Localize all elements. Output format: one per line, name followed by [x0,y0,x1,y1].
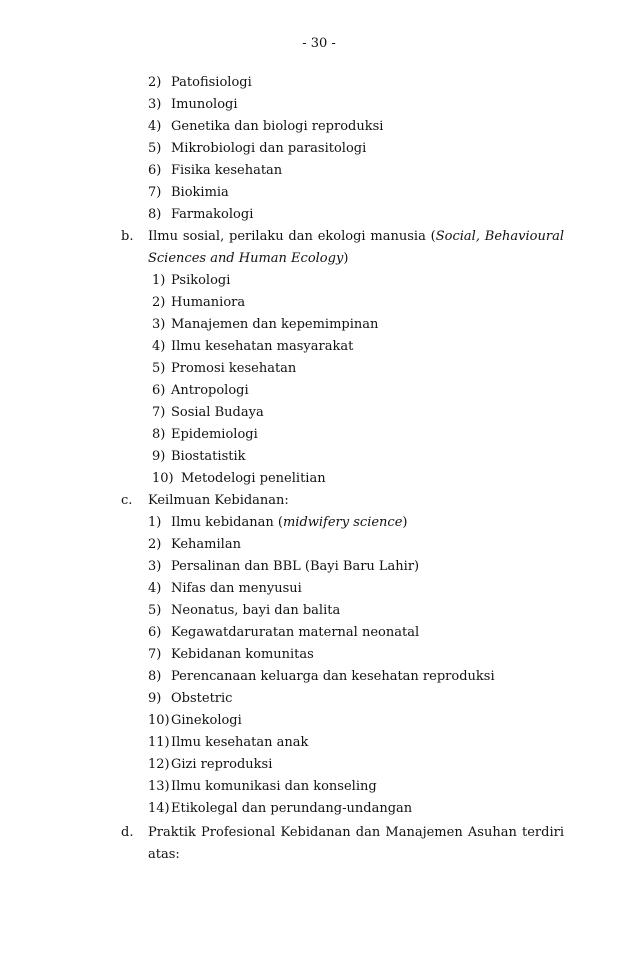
list-item-text-post: ) [402,515,408,530]
list-item-text: Imunologi [171,97,238,112]
list-item-text: Perencanaan keluarga dan kesehatan reproduksi [171,669,495,684]
list-item-number: 2) [152,295,166,310]
list-item-text: Kegawatdaruratan maternal neonatal [171,625,420,640]
list-item-number: 1) [148,515,162,530]
list-item-text: Gizi reproduksi [171,757,273,772]
list-item-number: 9) [148,691,162,706]
list-item-number: 6) [148,163,162,178]
page-number: - 30 - [302,36,336,51]
list-item-text: Nifas dan menyusui [171,581,302,596]
list-item-text: Biokimia [171,185,229,200]
list-item-number: 3) [148,97,162,112]
section-b-heading-close: ) [343,251,349,266]
section-b-heading-line1 [148,226,564,248]
list-item-number: 4) [148,119,162,134]
list-item-number: 11) [148,735,170,750]
list-item-text: Biostatistik [171,449,246,464]
list-item-text: Kehamilan [171,537,241,552]
list-item-number: 14) [148,801,170,816]
list-item-number: 5) [148,603,162,618]
list-item-number: 3) [148,559,162,574]
list-item-number: 8) [148,669,162,684]
list-item-number: 4) [152,339,166,354]
list-item-number: 2) [148,537,162,552]
list-item-number: 9) [152,449,166,464]
section-b-heading-italic-cont: Sciences and Human Ecology [148,251,344,266]
list-item-text-pre: Ilmu kebidanan ( [171,515,283,530]
list-item-number: 5) [148,141,162,156]
list-item-text: Etikolegal dan perundang-undangan [171,801,413,816]
list-item-number: 4) [148,581,162,596]
list-item-text: Kebidanan komunitas [171,647,314,662]
list-item-number: 5) [152,361,166,376]
list-item-number: 6) [152,383,166,398]
list-item-text: Psikologi [171,273,231,288]
list-item-text: Antropologi [171,383,249,398]
list-item-text [171,513,407,533]
list-item-text: Farmakologi [171,207,254,222]
list-item-number: 13) [148,779,170,794]
list-item-number: 7) [148,647,162,662]
list-item-text: Ginekologi [171,713,242,728]
list-item-number: 7) [148,185,162,200]
list-item-text: Ilmu komunikasi dan konseling [171,779,377,794]
list-item-text: Mikrobiologi dan parasitologi [171,141,367,156]
list-item-number: 12) [148,757,170,772]
list-item-text: Humaniora [171,295,246,310]
list-item-text: Obstetric [171,691,233,706]
list-item-text: Patofisiologi [171,75,252,90]
list-item-text: Ilmu kesehatan anak [171,735,309,750]
section-b-heading-text: Ilmu sosial, perilaku dan ekologi manusia ( [148,229,436,244]
list-item-number: 10) [152,471,174,486]
section-c-title: Keilmuan Kebidanan: [148,493,289,508]
list-item-number: 10) [148,713,170,728]
section-d-letter: d. [121,825,134,840]
list-item-text: Metodelogi penelitian [181,471,326,486]
list-item-text: Genetika dan biologi reproduksi [171,119,384,134]
section-b-letter: b. [121,229,134,244]
list-item-text: Fisika kesehatan [171,163,283,178]
list-item-number: 3) [152,317,166,332]
list-item-number: 6) [148,625,162,640]
section-c-letter: c. [121,493,133,508]
section-d-heading-line1: Praktik Profesional Kebidanan dan Manajemen Asuhan terdiri [148,825,564,840]
section-b-heading-line2 [148,248,348,270]
list-item-text: Promosi kesehatan [171,361,297,376]
list-item-text: Ilmu kesehatan masyarakat [171,339,354,354]
list-item-number: 8) [152,427,166,442]
list-item-number: 8) [148,207,162,222]
list-item-text: Persalinan dan BBL (Bayi Baru Lahir) [171,559,420,574]
section-b-heading-italic: Social, Behavioural [435,229,564,244]
list-item-number: 2) [148,75,162,90]
list-item-number: 7) [152,405,166,420]
list-item-number: 1) [152,273,166,288]
list-item-text: Manajemen dan kepemimpinan [171,317,379,332]
section-d-heading-line2: atas: [148,847,180,862]
list-item-text: Sosial Budaya [171,405,264,420]
list-item-text-italic: midwifery science [282,515,403,530]
list-item-text: Epidemiologi [171,427,258,442]
list-item-text: Neonatus, bayi dan balita [171,603,341,618]
